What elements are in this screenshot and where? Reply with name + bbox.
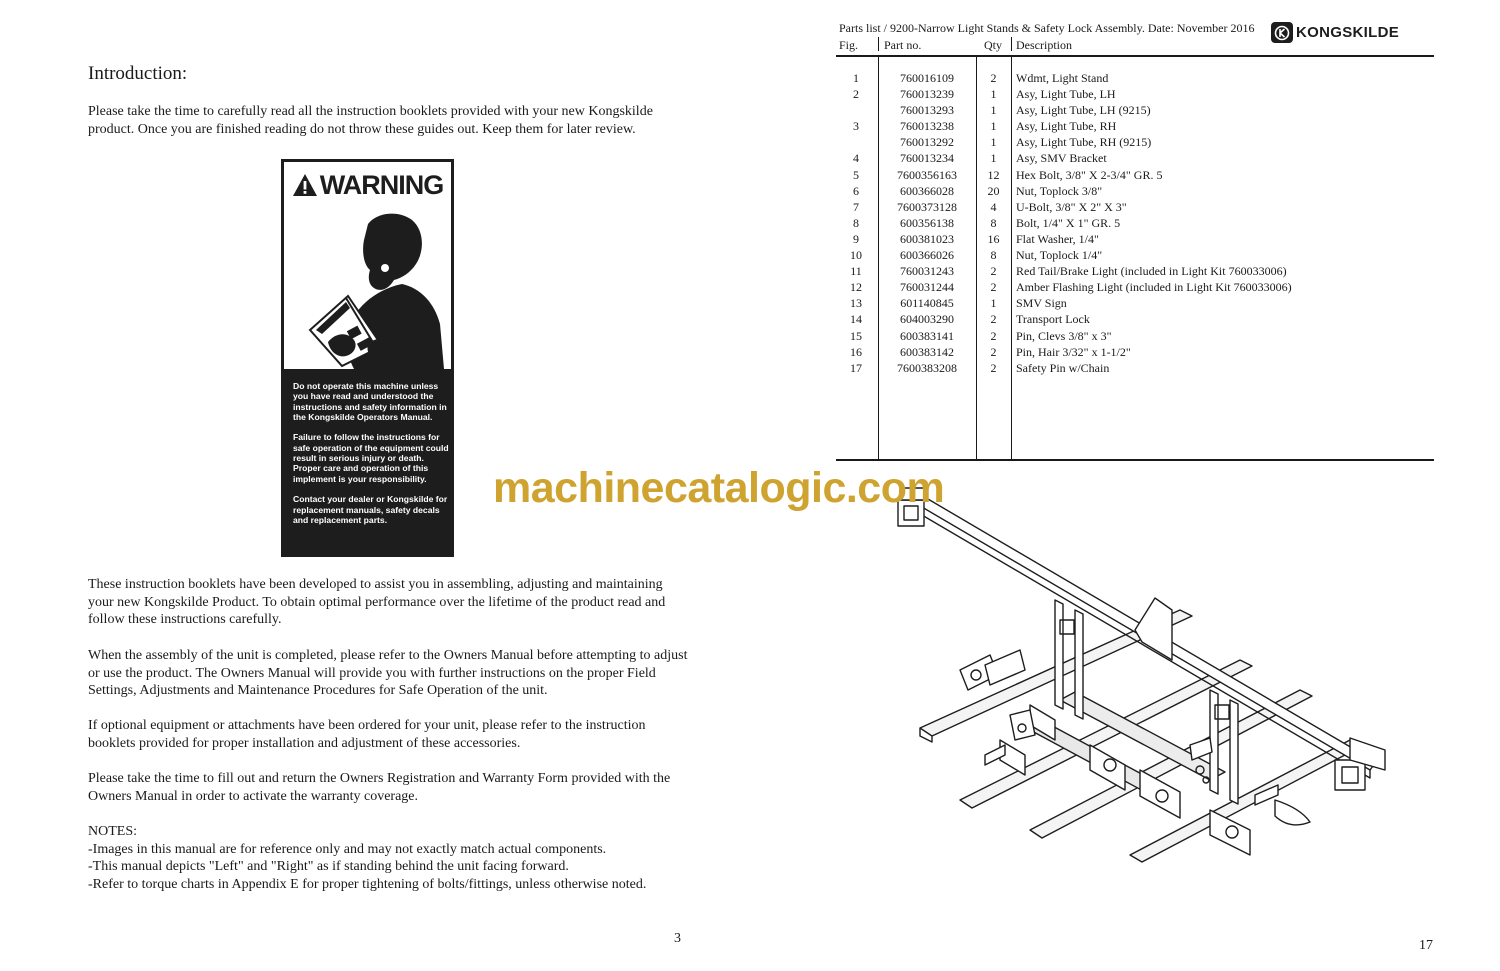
page-number-right: 17	[1419, 938, 1433, 953]
header-divider	[1011, 37, 1012, 51]
warning-text-1: Do not operate this machine unless you have read and understood the instructions and safety information in the Kongskilde Operators Manual.	[293, 381, 447, 422]
part-number-cell: 600356138	[900, 215, 954, 230]
part-number-cell: 7600373128	[897, 199, 957, 214]
table-row	[836, 263, 1434, 279]
part-number-cell: 600383141	[900, 328, 954, 343]
description-cell: Nut, Toplock 3/8"	[1016, 183, 1103, 198]
fig-cell: 3	[853, 119, 859, 134]
kongskilde-logo	[1271, 22, 1399, 43]
description-cell: Hex Bolt, 3/8" X 2-3/4" GR. 5	[1016, 167, 1163, 182]
part-number-cell: 7600383208	[897, 360, 957, 375]
quantity-cell: 1	[990, 103, 997, 118]
warning-heading-text: WARNING	[319, 169, 444, 200]
warning-decal-top	[284, 162, 451, 369]
note-item: -This manual depicts "Left" and "Right" as if standing behind the unit facing forward.	[88, 859, 569, 875]
description-cell: Safety Pin w/Chain	[1016, 360, 1110, 375]
table-row	[836, 199, 1434, 215]
column-header-fig: Fig.	[839, 38, 859, 52]
fig-cell: 6	[853, 183, 859, 198]
description-cell: Amber Flashing Light (included in Light Kit 760033006)	[1016, 280, 1292, 295]
intro-paragraph-5: Please take the time to fill out and return the Owners Registration and Warranty Form provided with the Owners Manual in order to activate the warranty coverage.	[88, 771, 671, 804]
quantity-cell: 1	[990, 296, 997, 311]
notes-section	[88, 823, 688, 893]
header-divider	[878, 37, 879, 51]
table-row	[836, 328, 1434, 344]
part-number-cell: 600383142	[900, 344, 954, 359]
description-cell: SMV Sign	[1016, 296, 1067, 311]
notes-title: NOTES:	[88, 824, 137, 839]
fig-cell: 7	[853, 199, 859, 214]
quantity-cell: 12	[987, 167, 1000, 182]
warning-text-3: Contact your dealer or Kongskilde for replacement manuals, safety decals and replacement parts.	[293, 494, 448, 525]
fig-cell: 10	[850, 248, 862, 263]
part-number-cell: 601140845	[900, 296, 954, 311]
note-item: -Images in this manual are for reference only and may not exactly match actual components.	[88, 841, 607, 857]
warning-decal	[281, 159, 454, 557]
fig-cell: 15	[850, 328, 862, 343]
fig-cell: 16	[850, 344, 862, 359]
part-number-cell: 760013238	[900, 119, 954, 134]
parts-table	[836, 56, 1434, 462]
part-number-cell: 600366026	[900, 248, 954, 263]
description-cell: Asy, SMV Bracket	[1016, 151, 1107, 166]
fig-cell: 12	[850, 280, 862, 295]
column-header-part: Part no.	[884, 38, 922, 52]
parts-table-rows	[836, 70, 1434, 376]
quantity-cell: 1	[990, 119, 997, 134]
part-number-cell: 760031243	[900, 264, 954, 279]
person-reading-manual-icon	[284, 204, 451, 369]
description-cell: Red Tail/Brake Light (included in Light Kit 760033006)	[1016, 264, 1287, 279]
table-row	[836, 183, 1434, 199]
description-cell: Pin, Hair 3/32" x 1-1/2"	[1016, 344, 1131, 359]
warning-heading	[284, 168, 451, 202]
table-bottom-rule	[836, 459, 1434, 461]
part-number-cell: 600381023	[900, 231, 954, 246]
part-number-cell: 760013292	[900, 135, 954, 150]
column-header-description: Description	[1016, 38, 1072, 52]
fig-cell: 9	[853, 231, 859, 246]
parts-list-title: Parts list / 9200-Narrow Light Stands & Safety Lock Assembly. Date: November 2016	[839, 21, 1255, 35]
quantity-cell: 2	[990, 280, 997, 295]
table-row	[836, 311, 1434, 327]
fig-cell: 1	[853, 71, 859, 85]
intro-title: Introduction:	[88, 63, 188, 84]
description-cell: Wdmt, Light Stand	[1016, 71, 1109, 85]
quantity-cell: 4	[990, 199, 997, 214]
quantity-cell: 1	[990, 151, 997, 166]
description-cell: Nut, Toplock 1/4"	[1016, 248, 1103, 263]
part-number-cell: 760016109	[900, 71, 954, 85]
table-row	[836, 295, 1434, 311]
fig-cell: 13	[850, 296, 862, 311]
part-number-cell: 760013234	[900, 151, 954, 166]
fig-cell: 17	[850, 360, 862, 375]
part-number-cell: 760013293	[900, 103, 954, 118]
table-row	[836, 344, 1434, 360]
intro-paragraph-3: When the assembly of the unit is completed, please refer to the Owners Manual before attempting to adjust or use the product. The Owners Manual will provide you with further instructions on the proper Field Settings, Adjustments and Maintenance Procedures for Safe Operation of the unit.	[88, 648, 688, 699]
part-number-cell: 604003290	[900, 312, 954, 327]
warning-decal-text	[293, 381, 453, 535]
table-row	[836, 118, 1434, 134]
table-top-rule	[836, 55, 1434, 57]
quantity-cell: 2	[990, 344, 997, 359]
part-number-cell: 7600356163	[897, 167, 957, 182]
part-number-cell: 760031244	[900, 280, 954, 295]
table-row	[836, 167, 1434, 183]
kongskilde-logo-text: KONGSKILDE	[1296, 24, 1400, 41]
quantity-cell: 2	[990, 264, 997, 279]
quantity-cell: 2	[990, 360, 997, 375]
quantity-cell: 8	[990, 248, 997, 263]
table-row	[836, 215, 1434, 231]
table-row	[836, 360, 1434, 376]
table-row	[836, 134, 1434, 150]
part-number-cell: 600366028	[900, 183, 954, 198]
description-cell: Bolt, 1/4" X 1" GR. 5	[1016, 215, 1121, 230]
column-header-qty: Qty	[984, 38, 1002, 52]
quantity-cell: 2	[990, 71, 997, 85]
description-cell: Pin, Clevs 3/8" x 3"	[1016, 328, 1112, 343]
quantity-cell: 20	[987, 183, 1000, 198]
page-number-left: 3	[674, 931, 681, 946]
quantity-cell: 1	[990, 87, 997, 102]
table-row	[836, 231, 1434, 247]
description-cell: Asy, Light Tube, RH	[1016, 119, 1117, 134]
description-cell: Asy, Light Tube, LH	[1016, 87, 1116, 102]
description-cell: U-Bolt, 3/8" X 2" X 3"	[1016, 199, 1127, 214]
table-row	[836, 102, 1434, 118]
quantity-cell: 2	[990, 328, 997, 343]
fig-cell: 4	[853, 151, 859, 166]
description-cell: Transport Lock	[1016, 312, 1090, 327]
intro-paragraph-1: Please take the time to carefully read all the instruction booklets provided with your new Kongskilde product. Once you are finished reading do not throw these guides out. Keep them for later review.	[88, 104, 653, 137]
description-cell: Asy, Light Tube, LH (9215)	[1016, 103, 1151, 118]
fig-cell: 2	[853, 87, 859, 102]
table-row	[836, 86, 1434, 102]
warning-triangle-icon	[292, 173, 318, 197]
fig-cell: 14	[850, 312, 862, 327]
quantity-cell: 2	[990, 312, 997, 327]
table-row	[836, 150, 1434, 166]
quantity-cell: 16	[987, 231, 1000, 246]
warning-text-2: Failure to follow the instructions for safe operation of the equipment could result in serious injury or death. Proper care and operation of this implement is your responsibility.	[293, 432, 449, 484]
light-stand-assembly-illustration	[880, 470, 1420, 890]
note-item: -Refer to torque charts in Appendix E for proper tightening of bolts/fittings, unless otherwise noted.	[88, 876, 647, 892]
fig-cell: 5	[853, 167, 859, 182]
quantity-cell: 8	[990, 215, 997, 230]
watermark: machinecatalogic.com	[493, 464, 945, 512]
description-cell: Flat Washer, 1/4"	[1016, 231, 1099, 246]
fig-cell: 11	[850, 264, 862, 279]
kongskilde-logo-icon	[1271, 22, 1293, 43]
part-number-cell: 760013239	[900, 87, 954, 102]
quantity-cell: 1	[990, 135, 997, 150]
description-cell: Asy, Light Tube, RH (9215)	[1016, 135, 1152, 150]
fig-cell: 8	[853, 215, 859, 230]
intro-paragraph-2: These instruction booklets have been developed to assist you in assembling, adjusting and maintaining your new Kongskilde Product. To obtain optimal performance over the lifetime of the product read and follow these instructions carefully.	[88, 577, 666, 628]
table-row	[836, 70, 1434, 86]
table-row	[836, 279, 1434, 295]
intro-paragraph-4: If optional equipment or attachments have been ordered for your unit, please refer to the instruction booklets provided for proper installation and adjustment of these accessories.	[88, 718, 646, 751]
table-row	[836, 247, 1434, 263]
